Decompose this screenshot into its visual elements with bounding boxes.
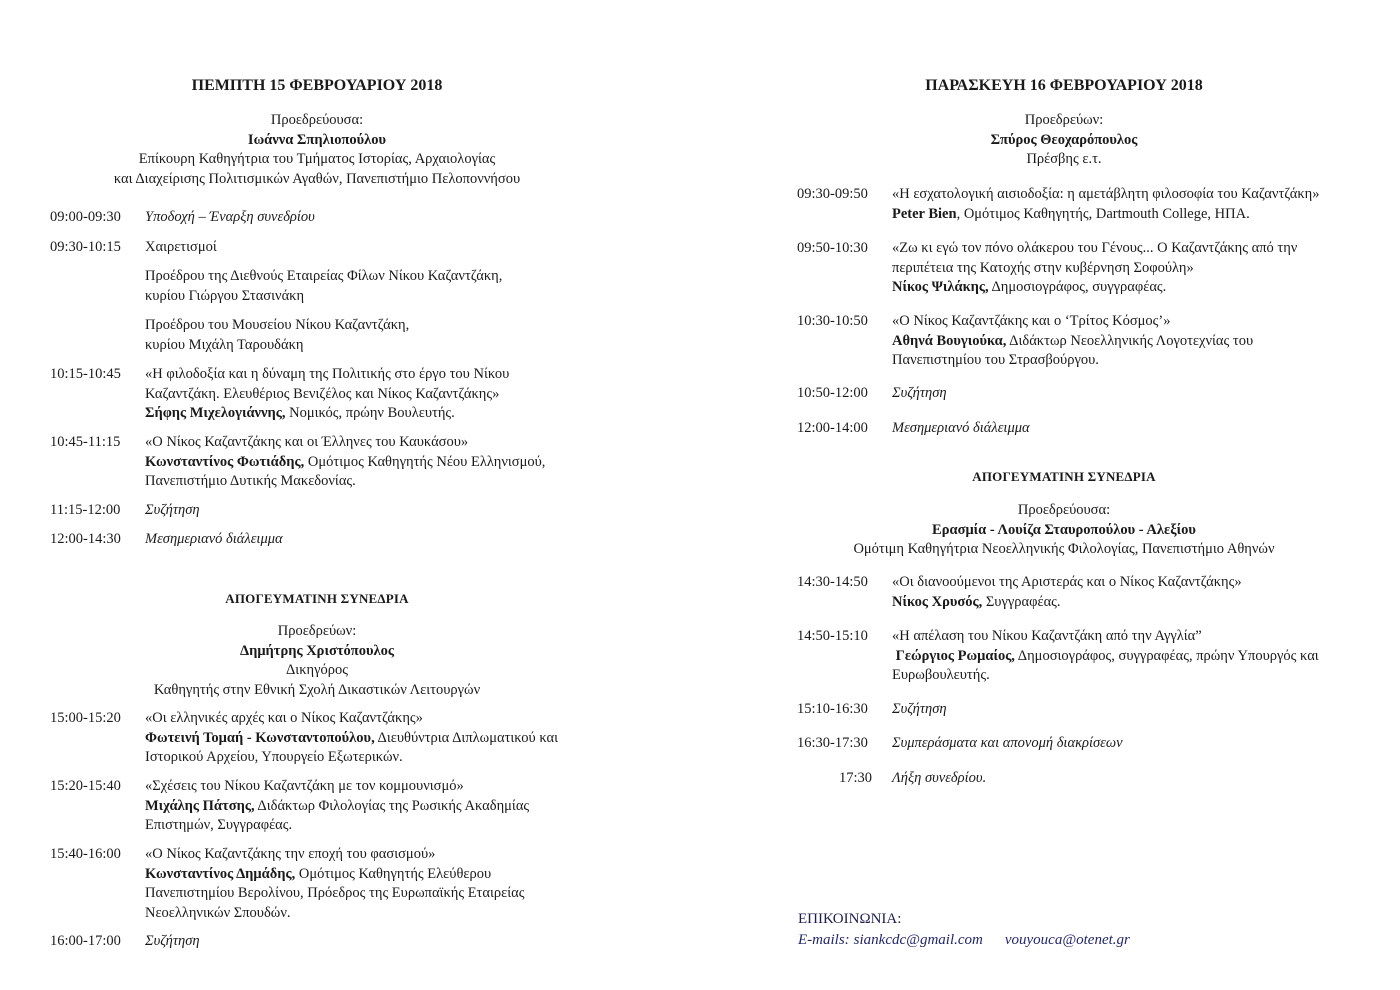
emails-label: E-mails: <box>798 932 850 948</box>
talk-title-line: «Οι διανοούμενοι της Αριστεράς και ο Νίκος Καζαντζάκης» <box>892 574 1242 590</box>
time-slot: 09:50-10:30 <box>797 240 868 256</box>
time-slot: 09:00-09:30 <box>50 209 121 225</box>
time-slot: 17:30 <box>838 770 872 786</box>
speaker-line <box>892 647 1319 667</box>
session-text: Συζήτηση <box>892 701 947 717</box>
talk-title-line: «Ο Νίκος Καζαντζάκης την εποχή του φασισμού» <box>145 846 436 862</box>
speaker-line <box>145 865 524 885</box>
speaker-line <box>892 332 1253 352</box>
speaker-name: Σήφης Μιχελογιάννης, <box>145 405 286 421</box>
email-link-2[interactable]: vouyouca@otenet.gr <box>1004 932 1130 948</box>
time-slot: 16:00-17:00 <box>50 933 121 949</box>
chair-role: Προεδρεύουσα: <box>270 112 364 128</box>
chair-title-line: Πρέσβης ε.τ. <box>1026 151 1102 167</box>
speaker-name: Νίκος Χρυσός, <box>892 593 983 610</box>
greeting-line: κυρίου Γιώργου Στασινάκη <box>145 287 305 304</box>
session-text: Χαιρετισμοί <box>145 239 217 255</box>
greeting-line: Προέδρου του Μουσείου Νίκου Καζαντζάκη, <box>145 317 410 333</box>
talk-title-line: «Η απέλαση του Νίκου Καζαντζάκη από την Αγγλία” <box>892 628 1202 644</box>
speaker-affiliation: Διδάκτωρ Νεοελληνικής Λογοτεχνίας του <box>1006 332 1254 349</box>
speaker-line <box>145 453 545 473</box>
chair-title-line: Ομότιμη Καθηγήτρια Νεοελληνικής Φιλολογίας, Πανεπιστήμιο Αθηνών <box>853 541 1275 557</box>
chair-name: Ιωάννα Σπηλιοπούλου <box>247 131 387 148</box>
chair-name: Ερασμία - Λουίζα Σταυροπούλου - Αλεξίου <box>932 521 1196 538</box>
time-slot: 10:15-10:45 <box>50 366 121 382</box>
time-slot: 15:10-16:30 <box>797 701 868 717</box>
session-text: Συζήτηση <box>145 933 200 949</box>
session-text: Μεσημεριανό διάλειμμα <box>145 531 283 547</box>
time-slot: 12:00-14:30 <box>50 531 121 547</box>
speaker-affiliation: Νομικός, πρώην Βουλευτής. <box>285 405 455 421</box>
talk-title-line: «Η εσχατολογική αισιοδοξία: η αμετάβλητη φιλοσοφία του Καζαντζάκη» <box>892 186 1320 202</box>
speaker-affiliation: Διευθύντρια Διπλωματικού και <box>374 729 559 746</box>
greeting-line: Προέδρου της Διεθνούς Εταιρείας Φίλων Νίκου Καζαντζάκη, <box>145 268 503 284</box>
speaker-affiliation-line: Πανεπιστημίου του Στρασβούργου. <box>892 352 1099 368</box>
session-text: Λήξη συνεδρίου. <box>892 770 987 786</box>
session-text: Συζήτηση <box>892 385 947 401</box>
session-text: Συμπεράσματα και απονομή διακρίσεων <box>892 735 1123 751</box>
speaker-affiliation-line: Πανεπιστημίου Βερολίνου, Πρόεδρος της Ευρωπαϊκής Εταιρείας <box>145 885 525 901</box>
time-slot: 10:50-12:00 <box>797 385 868 401</box>
talk-title-line: «Ο Νίκος Καζαντζάκης και ο ‘Τρίτος Κόσμος’» <box>892 313 1171 329</box>
session-text: Υποδοχή – Έναρξη συνεδρίου <box>145 209 315 225</box>
session-text: Συζήτηση <box>145 502 200 518</box>
talk-title-line: «Σχέσεις του Νίκου Καζαντζάκη με τον κομμουνισμό» <box>145 778 464 794</box>
speaker-name: Peter Bien <box>892 205 957 222</box>
talk-title-line: «Οι ελληνικές αρχές και ο Νίκος Καζαντζάκης» <box>145 710 423 726</box>
time-slot: 10:30-10:50 <box>797 313 868 329</box>
chair-name: Δημήτρης Χριστόπουλος <box>240 642 394 659</box>
chair-name: Σπύρος Θεοχαρόπουλος <box>990 131 1138 148</box>
afternoon-session-title: ΑΠΟΓΕΥΜΑΤΙΝΗ ΣΥΝΕΔΡΙΑ <box>972 469 1156 484</box>
speaker-affiliation-line: Ιστορικού Αρχείου, Υπουργείο Εξωτερικών. <box>145 749 403 765</box>
email-link-1[interactable]: siankcdc@gmail.com <box>853 932 983 948</box>
speaker-line <box>892 593 1242 613</box>
contact-label: ΕΠΙΚΟΙΝΩΝΙΑ: <box>798 911 902 927</box>
time-slot: 16:30-17:30 <box>797 735 868 751</box>
speaker-affiliation-line: Νεοελληνικών Σπουδών. <box>145 904 291 921</box>
morning-chair-friday <box>795 111 1333 170</box>
chair-role: Προεδρεύων: <box>277 623 357 639</box>
email-line <box>798 930 1152 951</box>
speaker-affiliation: Δημοσιογράφος, συγγραφέας, πρώην Υπουργός και <box>1014 647 1319 664</box>
speaker-line <box>145 404 509 424</box>
talk-title-line: Καζαντζάκη. Ελευθέριος Βενιζέλος και Νίκος Καζαντζάκης» <box>145 385 500 402</box>
time-slot: 11:15-12:00 <box>50 502 121 518</box>
time-slot: 10:45-11:15 <box>50 434 121 450</box>
time-slot: 09:30-10:15 <box>50 239 121 255</box>
time-slot: 15:40-16:00 <box>50 846 121 862</box>
talk-title-line: «Η φιλοδοξία και η δύναμη της Πολιτικής στο έργο του Νίκου <box>145 366 510 382</box>
speaker-affiliation: Ομότιμος Καθηγητής Ελεύθερου <box>295 865 492 882</box>
chair-title-line: Καθηγητής στην Εθνική Σχολή Δικαστικών Λειτουργών <box>153 681 481 698</box>
chair-role: Προεδρεύων: <box>1024 112 1104 128</box>
chair-title-line: Δικηγόρος <box>285 662 348 678</box>
time-slot: 14:50-15:10 <box>797 628 868 644</box>
speaker-name: Μιχάλης Πάτσης, <box>145 797 255 814</box>
time-slot: 15:20-15:40 <box>50 778 121 794</box>
talk-title-line: περιπέτεια της Κατοχής στην κυβέρνηση Σοφούλη» <box>892 259 1194 276</box>
greeting-line: κυρίου Μιχάλη Ταρουδάκη <box>145 336 304 353</box>
day-title-friday: ΠΑΡΑΣΚΕΥΗ 16 ΦΕΒΡΟΥΑΡΙΟΥ 2018 <box>925 77 1203 94</box>
speaker-name: Αθηνά Βουγιούκα, <box>892 332 1007 349</box>
speaker-name: Φωτεινή Τομαή - Κωνσταντοπούλου, <box>145 729 375 746</box>
speaker-line <box>145 729 558 749</box>
talk-title-line: «Ο Νίκος Καζαντζάκης και οι Έλληνες του Καυκάσου» <box>145 434 469 450</box>
time-slot: 15:00-15:20 <box>50 710 121 726</box>
day-title-thursday: ΠΕΜΠΤΗ 15 ΦΕΒΡΟΥΑΡΙΟΥ 2018 <box>191 77 443 94</box>
chair-title-line: Επίκουρη Καθηγήτρια του Τμήματος Ιστορίας, Αρχαιολογίας <box>138 151 496 167</box>
speaker-name: Γεώργιος Ρωμαίος, <box>892 647 1015 664</box>
speaker-affiliation: Συγγραφέας. <box>982 593 1061 610</box>
afternoon-chair-friday <box>795 501 1333 560</box>
speaker-affiliation: Ομότιμος Καθηγητής Νέου Ελληνισμού, <box>304 453 546 470</box>
time-slot: 09:30-09:50 <box>797 186 868 202</box>
speaker-line <box>145 797 529 817</box>
talk-title-line: «Ζω κι εγώ τον πόνο ολάκερου του Γένους... Ο Καζαντζάκης από την <box>892 240 1298 256</box>
speaker-line <box>892 205 1320 225</box>
speaker-affiliation: Διδάκτωρ Φιλολογίας της Ρωσικής Ακαδημίας <box>254 797 530 814</box>
speaker-name: Κωνσταντίνος Δημάδης, <box>145 865 296 882</box>
session-text: Μεσημεριανό διάλειμμα <box>892 420 1030 436</box>
speaker-name: Νίκος Ψιλάκης, <box>892 279 989 295</box>
afternoon-session-title: ΑΠΟΓΕΥΜΑΤΙΝΗ ΣΥΝΕΔΡΙΑ <box>225 591 409 606</box>
speaker-name: Κωνσταντίνος Φωτιάδης, <box>145 453 305 470</box>
speaker-affiliation: Δημοσιογράφος, συγγραφέας. <box>988 279 1167 295</box>
time-slot: 14:30-14:50 <box>797 574 868 590</box>
morning-chair-thursday <box>0 111 634 189</box>
speaker-affiliation-line: Πανεπιστήμιο Δυτικής Μακεδονίας. <box>145 473 356 489</box>
chair-role: Προεδρεύουσα: <box>1017 502 1111 518</box>
speaker-affiliation-line: Ευρωβουλευτής. <box>892 667 990 683</box>
chair-title-line: και Διαχείρισης Πολιτισμικών Αγαθών, Πανεπιστήμιο Πελοποννήσου <box>113 170 521 187</box>
time-slot: 12:00-14:00 <box>797 420 868 436</box>
afternoon-chair-thursday <box>0 622 634 700</box>
contact-block <box>798 909 1152 951</box>
speaker-line <box>892 278 1297 298</box>
speaker-affiliation: , Ομότιμος Καθηγητής, Dartmouth College, ΗΠΑ. <box>956 205 1250 222</box>
speaker-affiliation-line: Επιστημών, Συγγραφέας. <box>145 817 293 833</box>
